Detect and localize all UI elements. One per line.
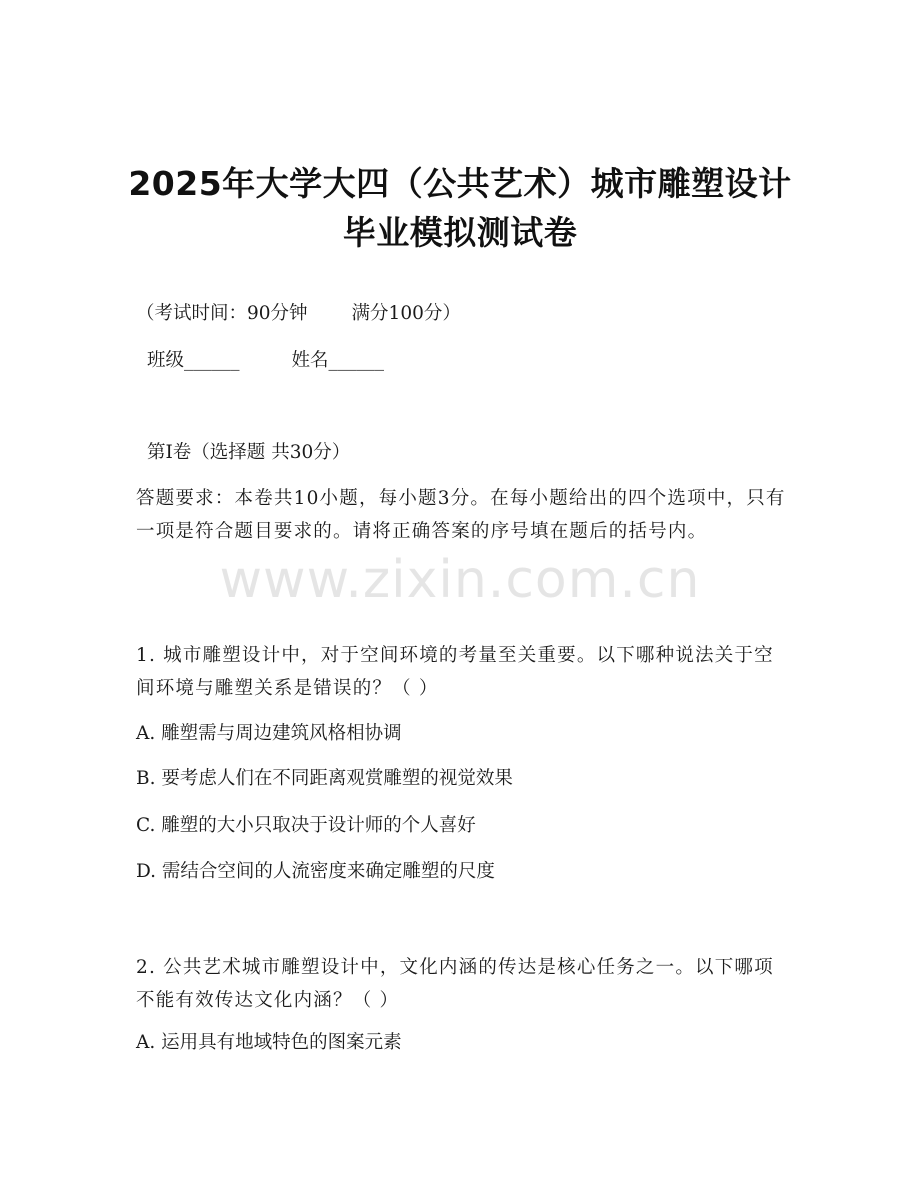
question-1-stem: 1. 城市雕塑设计中，对于空间环境的考量至关重要。以下哪种说法关于空间环境与雕塑关系是错误的？（ ）	[136, 645, 774, 699]
student-info	[147, 349, 384, 373]
question-1-option-c: C. 雕塑的大小只取决于设计师的个人喜好	[136, 815, 476, 836]
exam-info	[136, 302, 461, 326]
question-2-option-a: A. 运用具有地域特色的图案元素	[136, 1032, 402, 1053]
question-1-option-b: B. 要考虑人们在不同距离观赏雕塑的视觉效果	[136, 768, 513, 789]
question-2-stem: 2. 公共艺术城市雕塑设计中，文化内涵的传达是核心任务之一。以下哪项不能有效传达文化内涵？（ ）	[136, 957, 774, 1011]
exam-time: （考试时间：90分钟	[136, 303, 308, 324]
question-1-option-a: A. 雕塑需与周边建筑风格相协调	[136, 723, 402, 744]
section-heading: 第I卷（选择题 共30分）	[147, 442, 351, 463]
section-instructions: 答题要求：本卷共10小题，每小题3分。在每小题给出的四个选项中，只有一项是符合题目要求的。请将正确答案的序号填在题后的括号内。	[136, 488, 786, 542]
name-field: 姓名______	[291, 350, 385, 371]
class-field: 班级______	[147, 350, 240, 371]
exam-title-line1: 2025年大学大四（公共艺术）城市雕塑设计	[128, 164, 792, 203]
question-1-option-d: D. 需结合空间的人流密度来确定雕塑的尺度	[136, 861, 495, 882]
watermark: www.zixin.com.cn	[219, 550, 701, 610]
exam-score: 满分100分）	[351, 303, 461, 324]
exam-title-line2: 毕业模拟测试卷	[342, 213, 578, 252]
